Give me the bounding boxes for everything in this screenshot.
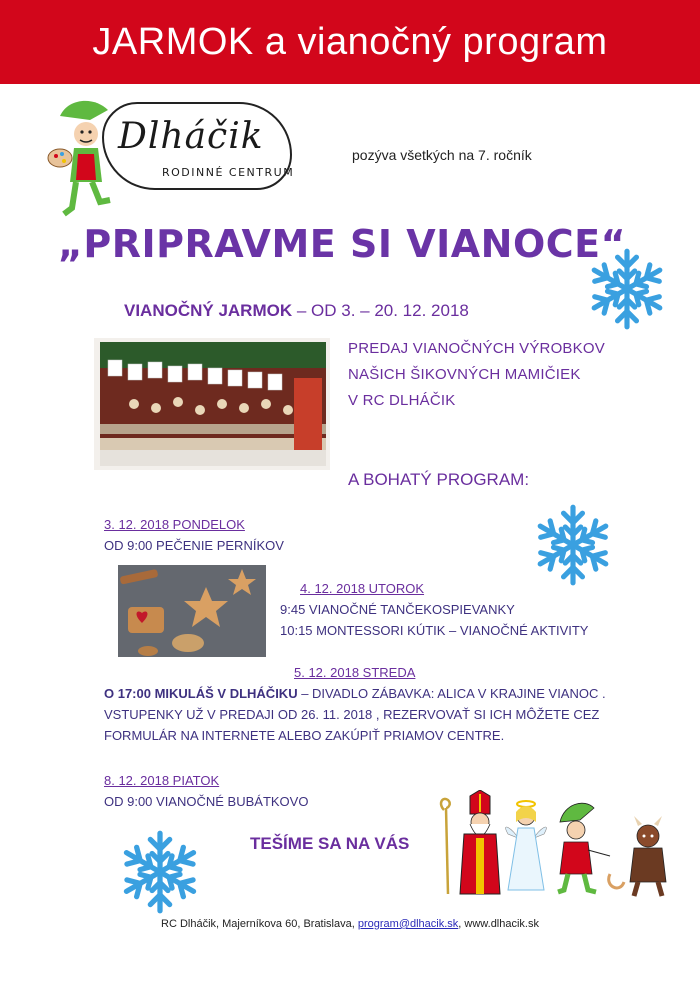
sale-info bbox=[348, 336, 605, 414]
event-line: VSTUPENKY UŽ V PREDAJI OD 26. 11. 2018 , REZERVOVAŤ SI ICH MÔŽETE CEZ bbox=[104, 707, 600, 722]
event-line: 10:15 MONTESSORI KÚTIK – VIANOČNÉ AKTIVITY bbox=[280, 623, 589, 638]
market-label: VIANOČNÝ JARMOK bbox=[124, 301, 293, 320]
event-friday bbox=[104, 770, 308, 812]
saint-nicholas-icon bbox=[441, 790, 500, 894]
devil-icon bbox=[609, 816, 666, 896]
event-date: 5. 12. 2018 STREDA bbox=[294, 665, 416, 680]
christmas-characters-illustration bbox=[434, 790, 674, 900]
invite-text: pozýva všetkých na 7. ročník bbox=[352, 147, 532, 163]
elf-icon bbox=[558, 803, 610, 892]
snowflake-icon bbox=[584, 246, 670, 332]
snowflake-icon bbox=[116, 828, 204, 916]
logo-subtitle: RODINNÉ CENTRUM bbox=[162, 166, 295, 179]
header-banner bbox=[0, 0, 700, 84]
event-headline-rest: – DIVADLO ZÁBAVKA: ALICA V KRAJINE VIANOC . bbox=[297, 686, 606, 701]
event-line: 9:45 VIANOČNÉ TANČEKOSPIEVANKY bbox=[280, 602, 515, 617]
closing-text: TEŠÍME SA NA VÁS bbox=[250, 834, 410, 853]
main-title-text: „PRIPRAVME SI VIANOCE“ bbox=[57, 222, 627, 266]
market-dates: – OD 3. – 20. 12. 2018 bbox=[292, 301, 469, 320]
angel-icon bbox=[506, 801, 547, 890]
event-headline-bold: O 17:00 MIKULÁŠ V DLHÁČIKU bbox=[104, 686, 298, 701]
event-date: 3. 12. 2018 PONDELOK bbox=[104, 517, 245, 532]
event-date: 4. 12. 2018 UTOROK bbox=[300, 581, 425, 596]
event-line: OD 9:00 PEČENIE PERNÍKOV bbox=[104, 538, 284, 553]
event-line: OD 9:00 VIANOČNÉ BUBÁTKOVO bbox=[104, 794, 309, 809]
footer-website: , www.dlhacik.sk bbox=[458, 918, 539, 930]
event-line: FORMULÁR NA INTERNETE ALEBO ZAKÚPIŤ PRIAMOV CENTRE. bbox=[104, 728, 505, 743]
market-heading bbox=[124, 301, 469, 321]
logo bbox=[46, 96, 296, 221]
sale-line-3: V RC DLHÁČIK bbox=[348, 392, 456, 409]
sale-line-1: PREDAJ VIANOČNÝCH VÝROBKOV bbox=[348, 340, 605, 357]
logo-name: Dlháčik bbox=[118, 116, 264, 157]
market-stall-photo bbox=[94, 338, 330, 470]
gingerbread-photo bbox=[118, 565, 266, 657]
snowflake-icon bbox=[530, 502, 616, 588]
footer-address: RC Dlháčik, Majerníkova 60, Bratislava, bbox=[161, 918, 358, 930]
footer-email-link[interactable]: program@dlhacik.sk bbox=[357, 918, 459, 930]
event-tuesday bbox=[280, 578, 588, 641]
footer bbox=[0, 918, 700, 930]
event-monday bbox=[104, 514, 284, 556]
event-headline bbox=[104, 683, 606, 704]
event-date: 8. 12. 2018 PIATOK bbox=[104, 773, 220, 788]
sale-line-2: NAŠICH ŠIKOVNÝCH MAMIČIEK bbox=[348, 366, 581, 383]
event-wednesday bbox=[104, 662, 606, 746]
banner-title: JARMOK a vianočný program bbox=[92, 20, 608, 63]
program-heading: A BOHATÝ PROGRAM: bbox=[348, 470, 530, 489]
